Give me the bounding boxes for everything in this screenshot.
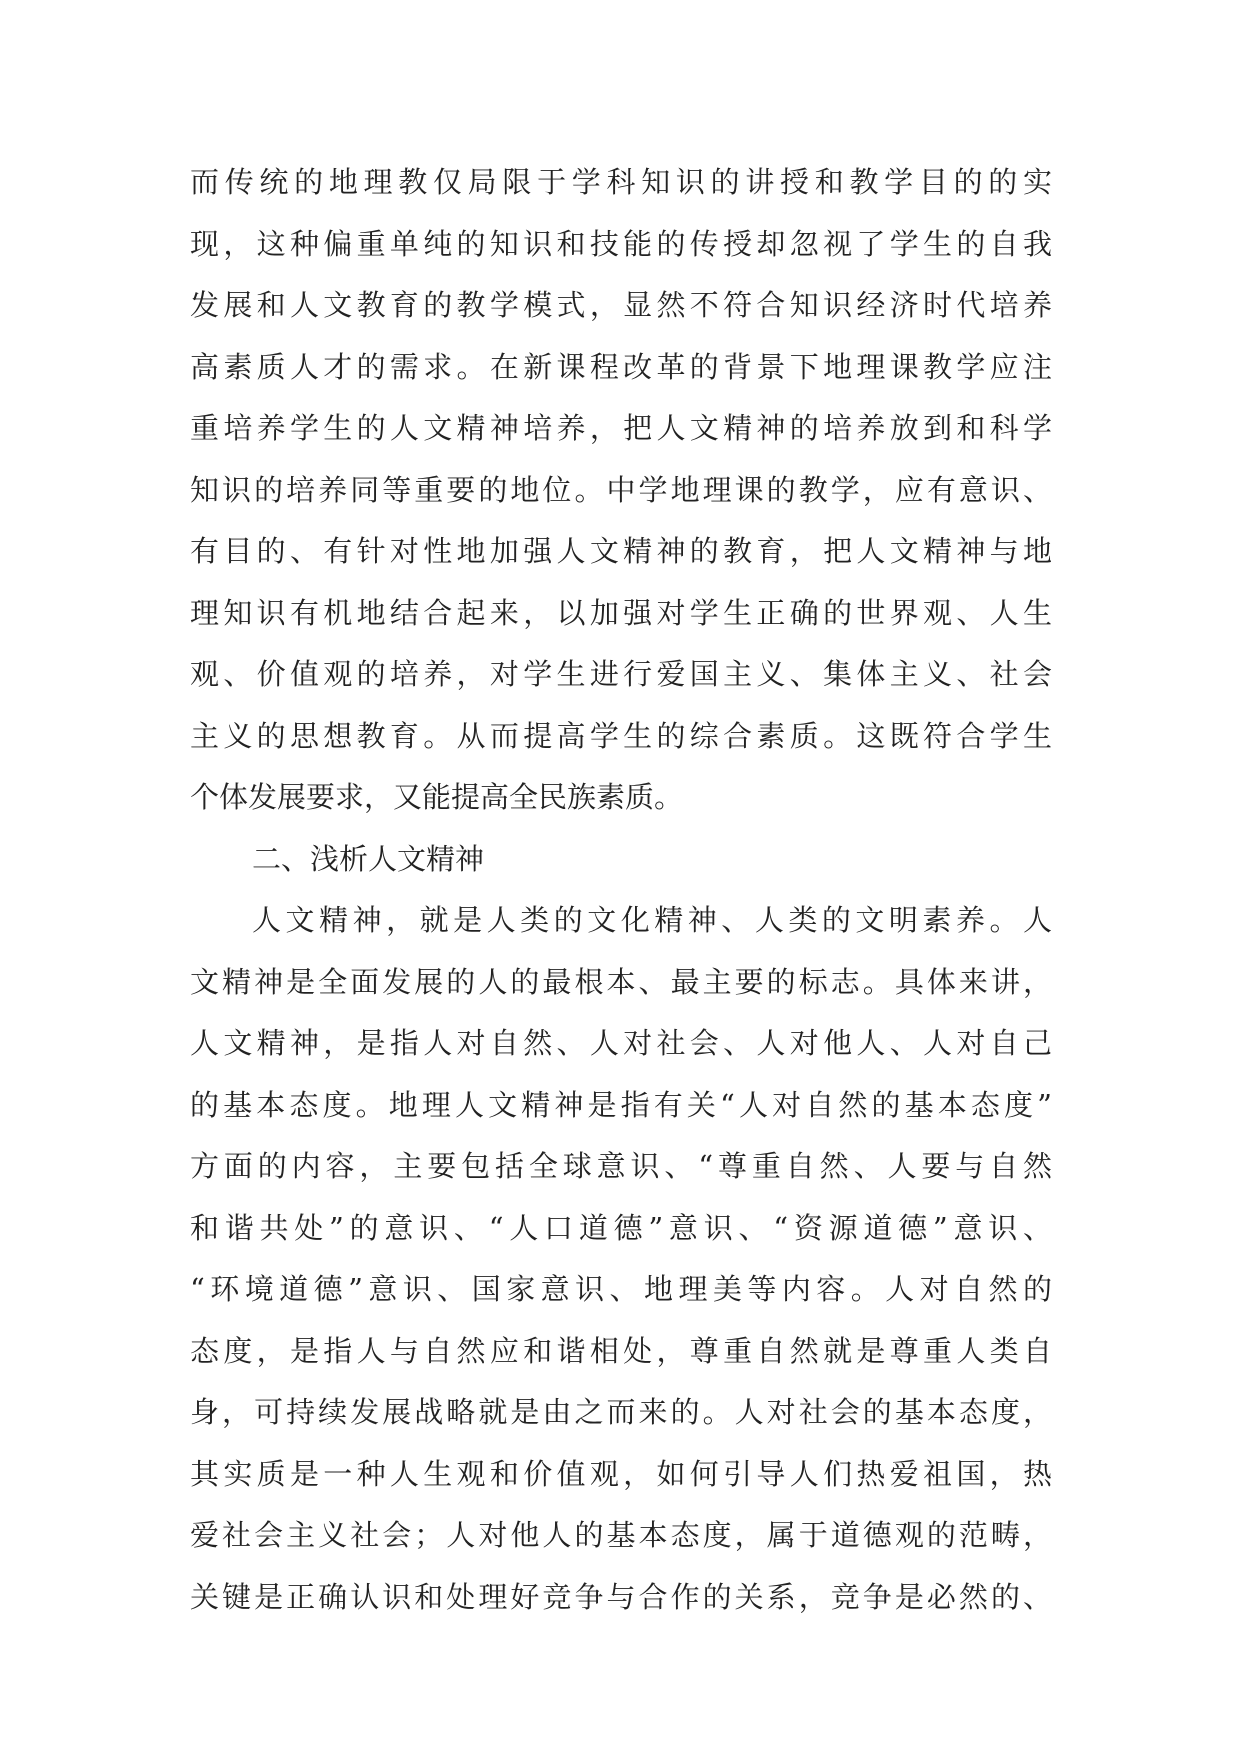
text-line: 主义的思想教育。从而提高学生的综合素质。这既符合学生	[190, 718, 1052, 753]
text-line: 二、浅析人文精神	[252, 841, 485, 876]
text-line: 其实质是一种人生观和价值观，如何引导人们热爱祖国，热	[190, 1456, 1052, 1491]
text-line: 文精神是全面发展的人的最根本、最主要的标志。具体来讲，	[190, 964, 1052, 999]
text-line: 高素质人才的需求。在新课程改革的背景下地理课教学应注	[190, 349, 1052, 384]
text-line: 而传统的地理教仅局限于学科知识的讲授和教学目的的实	[190, 165, 1052, 199]
text-line: 现，这种偏重单纯的知识和技能的传授却忽视了学生的自我	[190, 226, 1052, 261]
document-body	[190, 152, 1052, 1628]
text-line: 重培养学生的人文精神培养，把人文精神的培养放到和科学	[190, 411, 1052, 445]
text-line: 身，可持续发展战略就是由之而来的。人对社会的基本态度，	[190, 1395, 1052, 1429]
text-line: 有目的、有针对性地加强人文精神的教育，把人文精神与地	[190, 534, 1052, 568]
text-line: 方面的内容，主要包括全球意识、“尊重自然、人要与自然	[190, 1149, 1052, 1183]
text-line: 爱社会主义社会；人对他人的基本态度，属于道德观的范畴，	[190, 1518, 1052, 1552]
text-line: 知识的培养同等重要的地位。中学地理课的教学，应有意识、	[190, 472, 1052, 507]
text-line: “环境道德”意识、国家意识、地理美等内容。人对自然的	[190, 1272, 1052, 1306]
text-line: 个体发展要求，又能提高全民族素质。	[190, 780, 684, 814]
text-line: 人文精神，是指人对自然、人对社会、人对他人、人对自己	[190, 1026, 1052, 1060]
text-line: 和谐共处”的意识、“人口道德”意识、“资源道德”意识、	[190, 1210, 1052, 1245]
text-line: 发展和人文教育的教学模式，显然不符合知识经济时代培养	[190, 288, 1052, 322]
text-line: 态度，是指人与自然应和谐相处，尊重自然就是尊重人类自	[190, 1333, 1052, 1368]
text-line: 观、价值观的培养，对学生进行爱国主义、集体主义、社会	[190, 657, 1052, 691]
text-line: 的基本态度。地理人文精神是指有关“人对自然的基本态度”	[190, 1087, 1052, 1122]
text-line: 理知识有机地结合起来，以加强对学生正确的世界观、人生	[190, 595, 1052, 630]
text-line: 人文精神，就是人类的文化精神、人类的文明素养。人	[252, 903, 1052, 937]
text-line: 关键是正确认识和处理好竞争与合作的关系，竞争是必然的、	[190, 1579, 1052, 1614]
